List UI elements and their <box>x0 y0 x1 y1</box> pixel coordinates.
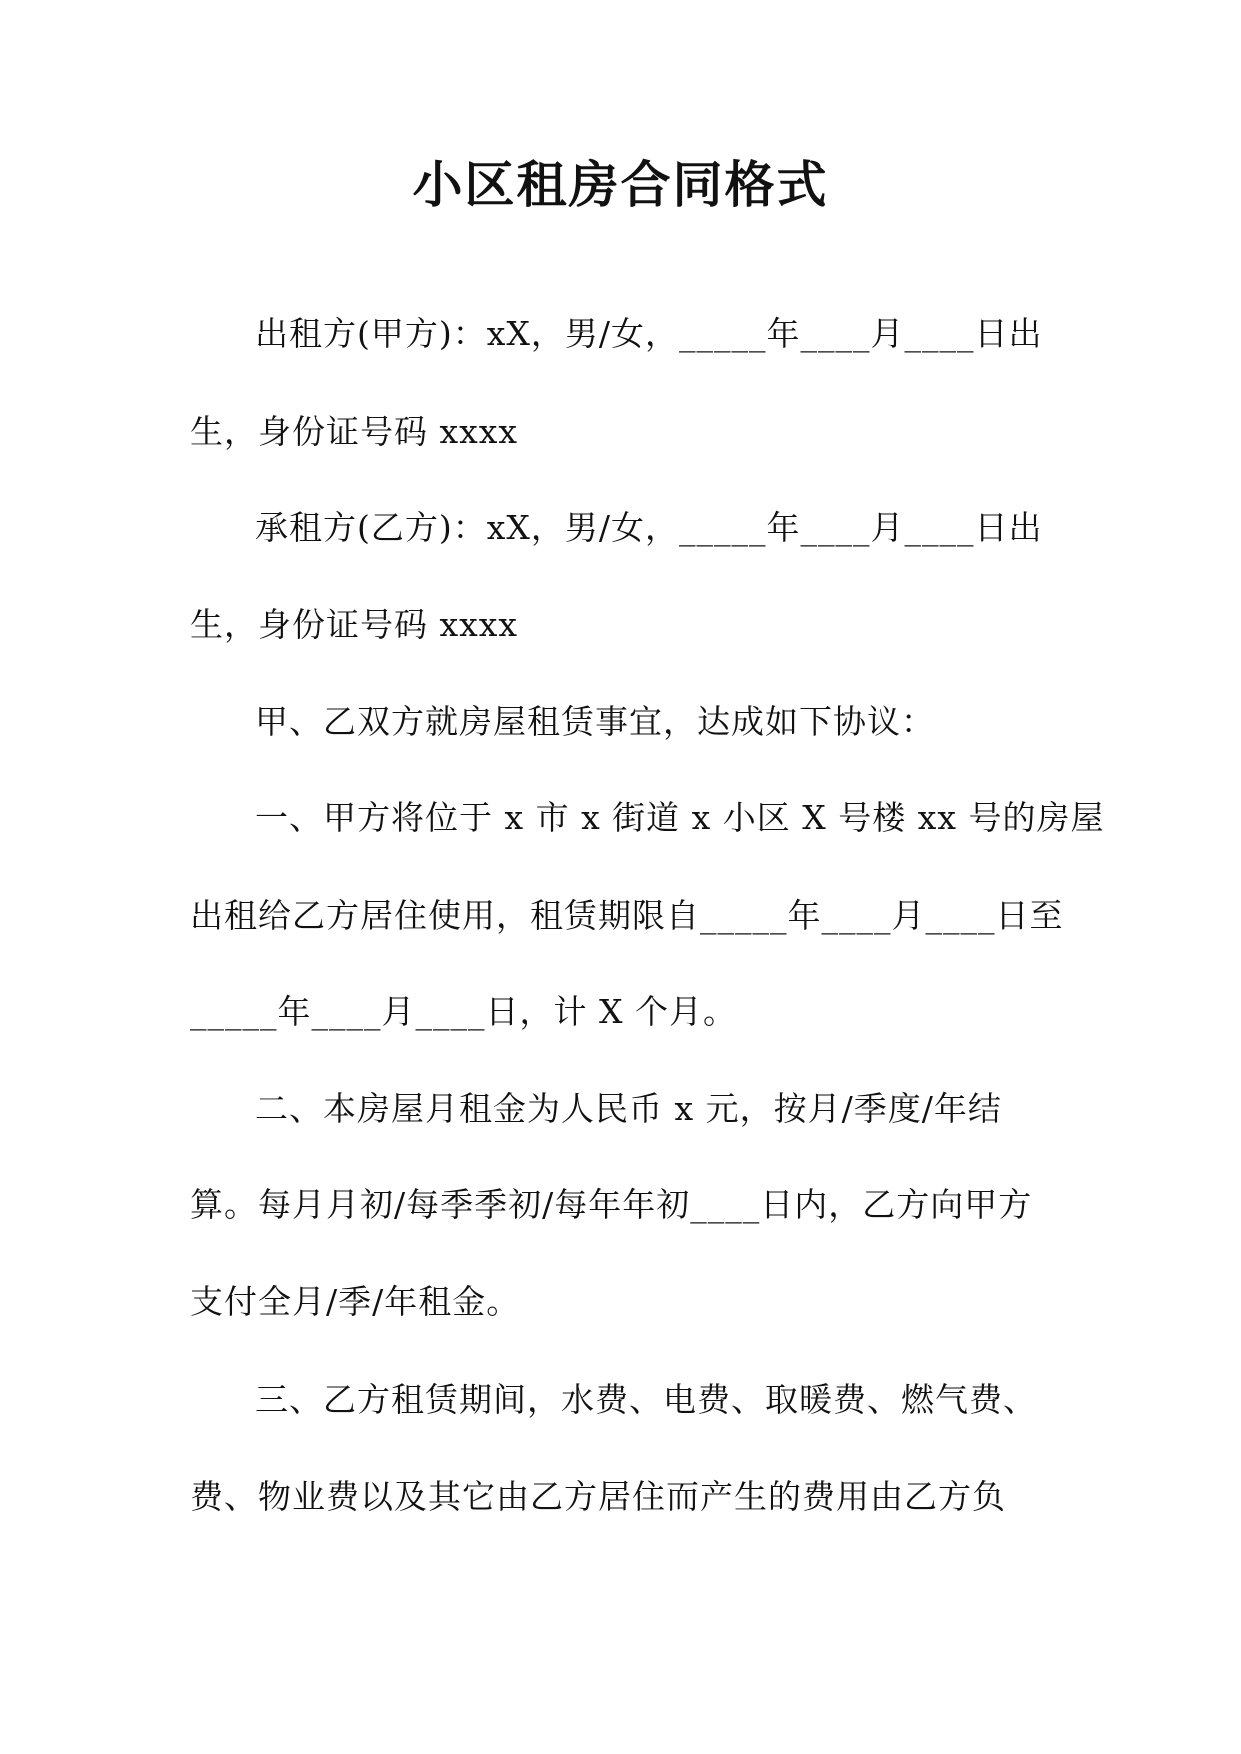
clause-3-line-1: 三、乙方租赁期间，水费、电费、取暖费、燃气费、 <box>255 1380 1037 1419</box>
clause-1-line-2: 出租给乙方居住使用，租赁期限自_____年____月____日至 <box>190 896 1064 935</box>
paragraph-line-landlord: 出租方(甲方)：xX，男/女，_____年____月____日出 <box>255 314 1043 353</box>
clause-3-line-2: 费、物业费以及其它由乙方居住而产生的费用由乙方负 <box>190 1477 1006 1516</box>
paragraph-line-tenant: 承租方(乙方)：xX，男/女，_____年____月____日出 <box>255 508 1043 547</box>
clause-2-line-1: 二、本房屋月租金为人民币 x 元，按月/季度/年结 <box>255 1089 1002 1128</box>
document-title: 小区租房合同格式 <box>412 155 829 214</box>
clause-2-line-3: 支付全月/季/年租金。 <box>190 1282 521 1321</box>
paragraph-line-tenant-cont: 生，身份证号码 xxxx <box>190 605 518 644</box>
clause-1-line-3: _____年____月____日，计 X 个月。 <box>190 992 737 1031</box>
paragraph-line-agreement-intro: 甲、乙双方就房屋租赁事宜，达成如下协议： <box>255 702 935 741</box>
clause-1-line-1: 一、甲方将位于 x 市 x 街道 x 小区 X 号楼 xx 号的房屋 <box>255 798 1105 837</box>
clause-2-line-2: 算。每月月初/每季季初/每年年初____日内，乙方向甲方 <box>190 1185 1033 1224</box>
paragraph-line-landlord-cont: 生，身份证号码 xxxx <box>190 412 518 451</box>
